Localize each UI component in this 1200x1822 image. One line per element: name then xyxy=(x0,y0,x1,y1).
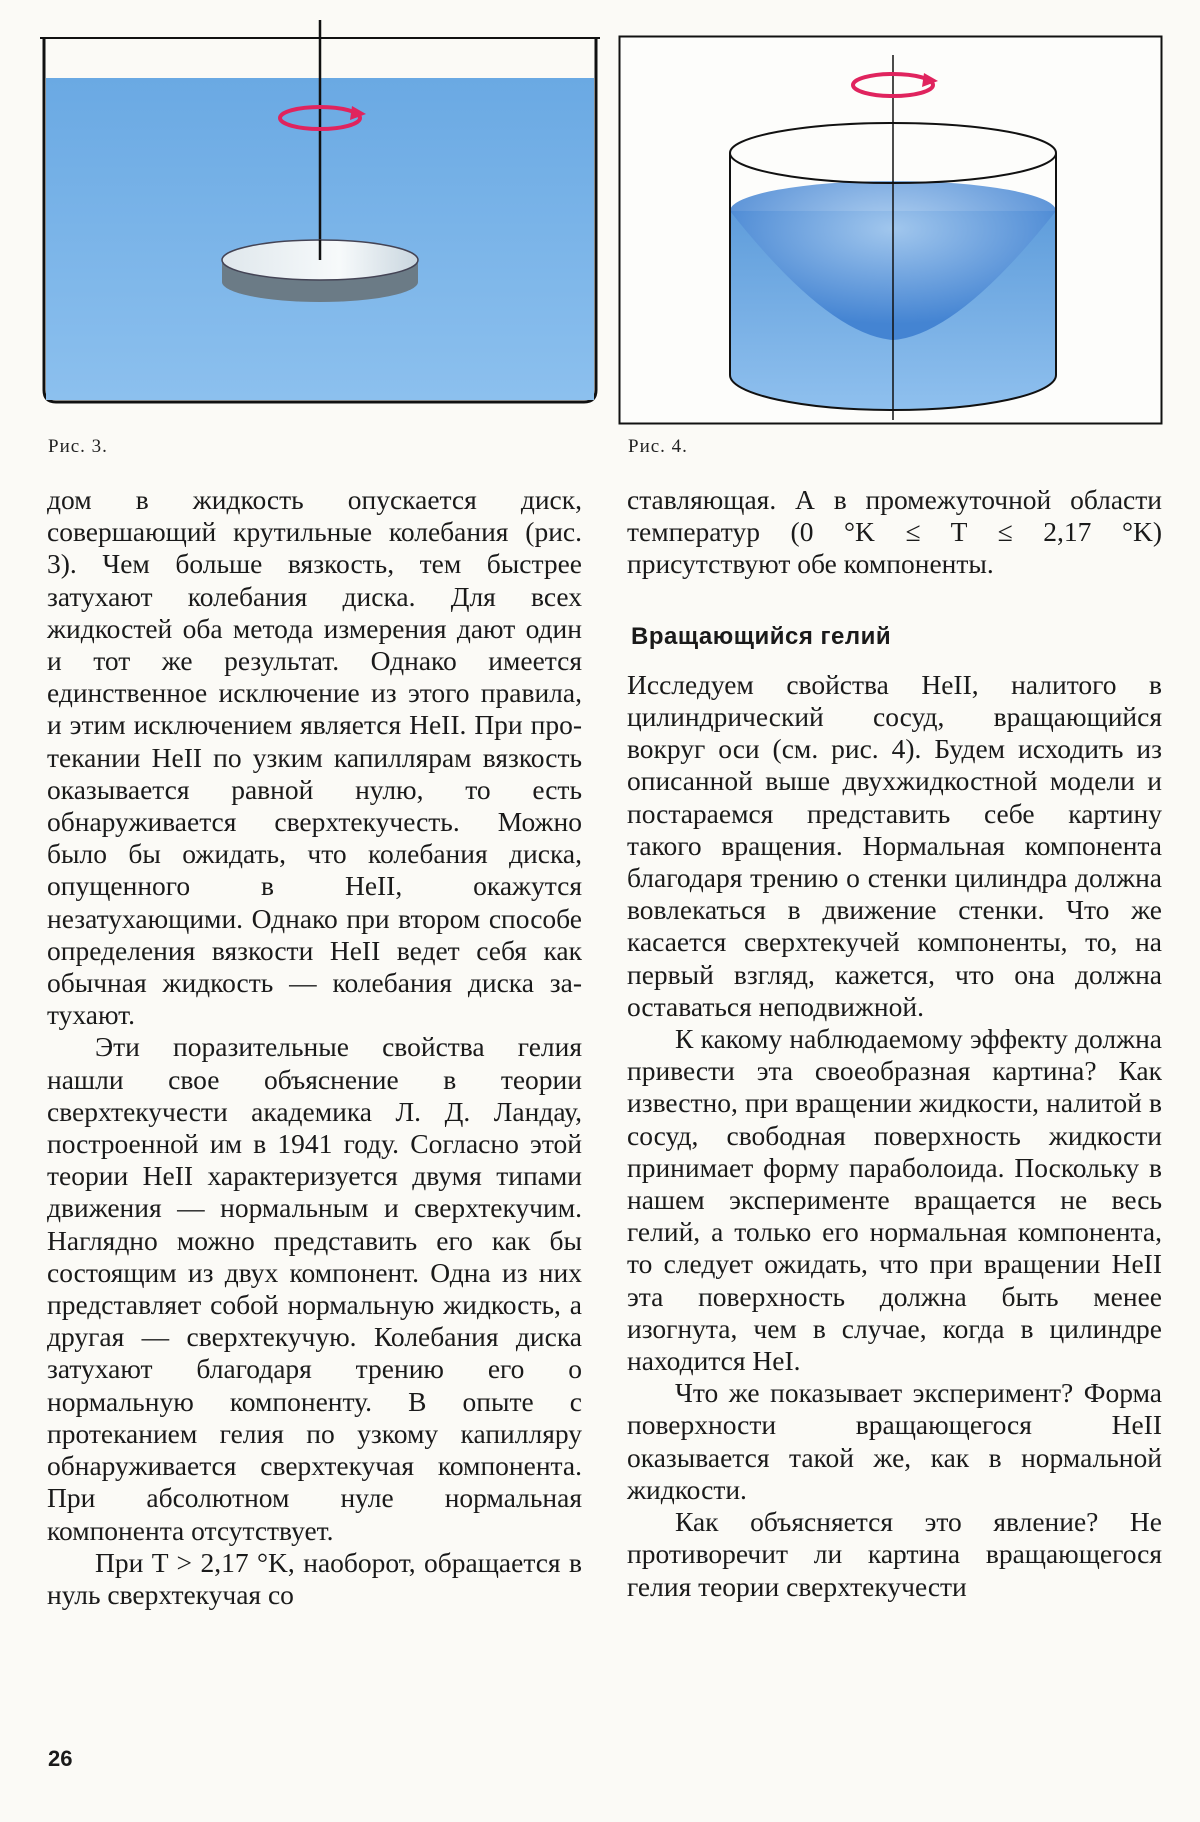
figure-4-illustration xyxy=(618,35,1163,425)
page-number: 26 xyxy=(48,1746,73,1771)
figure-3 xyxy=(40,20,600,420)
section-title: Вращающийся гелий xyxy=(631,622,892,650)
paragraph: Эти поразительные свойства гелия нашли свое объяснение в теории сверхтекучести академика Л. Д. Ландау, построенной им в 1941 году. Согласно этой теории HeII характеризуется двумя типами движения — нормальным и сверхтекучим. Наглядно можно представить его как бы состоящим из двух компонент. Одна из них представляет собой нормальную жидкость, а другая — сверхтекучую. Колебания диска затухают благодаря трению его о нормальную компоненту. В опыте с протеканием гелия по узкому капилляру обнаруживается сверхтекучая компонента. При абсолютном нуле нормальная компонента отсутствует. xyxy=(47,1031,582,1546)
paragraph: ставляющая. А в промежуточной области температур (0 °K ≤ T ≤ 2,17 °K) присутствуют обе компоненты. xyxy=(627,484,1162,580)
figure-3-caption: Рис. 3. xyxy=(48,436,108,457)
right-column xyxy=(627,484,1162,1603)
figure-4-caption: Рис. 4. xyxy=(628,436,688,457)
paragraph: Как объясняется это явление? Не противоречит ли картина вращающегося гелия теории сверхтекучести xyxy=(627,1506,1162,1602)
paragraph: К какому наблюдаемому эффекту должна привести эта своеобразная картина? Как известно, при вращении жидкости, налитой в сосуд, свободная поверхность жидкости принимает форму параболоида. Поскольку в нашем эксперименте вращается не весь гелий, а только его нормальная компонента, то следует ожидать, что при вращении HeII эта поверхность должна быть менее изогнута, чем в случае, когда в цилиндре находится HeI. xyxy=(627,1023,1162,1377)
figure-3-illustration xyxy=(40,20,600,420)
paragraph: Исследуем свойства HeII, налитого в цилиндрический сосуд, вращающийся вокруг оси (см. рис. 4). Будем исходить из описанной выше двухжидкостной модели и постараемся представить себе картину такого вращения. Нормальная компонента благодаря трению о стенки цилиндра должна вовлекаться в движение стенки. Что же касается сверхтекучей компоненты, то, на первый взгляд, кажется, что она должна оставаться неподвижной. xyxy=(627,668,1162,1022)
paragraph: При T > 2,17 °K, наоборот, обращается в нуль сверхтекучая со xyxy=(47,1546,582,1610)
left-column xyxy=(47,484,582,1611)
paragraph: Что же показывает эксперимент? Форма поверхности вращающегося HeII оказывается такой же, как в нормальной жидкости. xyxy=(627,1377,1162,1505)
figure-4 xyxy=(618,35,1163,425)
paragraph: дом в жидкость опускается диск, совершающий крутильные колебания (рис. 3). Чем больше вязкость, тем быстрее затухают колебания диска. Для всех жидкостей оба метода измерения дают один и тот же результат. Однако имеется единственное исключение из этого правила, и этим исключением является HeII. При протекании HeII по узким капиллярам вязкость оказывается равной нулю, то есть обнаруживается сверхтекучесть. Можно было бы ожидать, что колебания диска, опущенного в HeII, окажутся незатухающими. Однако при втором способе определения вязкости HeII ведет себя как обычная жидкость — колебания диска затухают. xyxy=(47,484,582,1031)
